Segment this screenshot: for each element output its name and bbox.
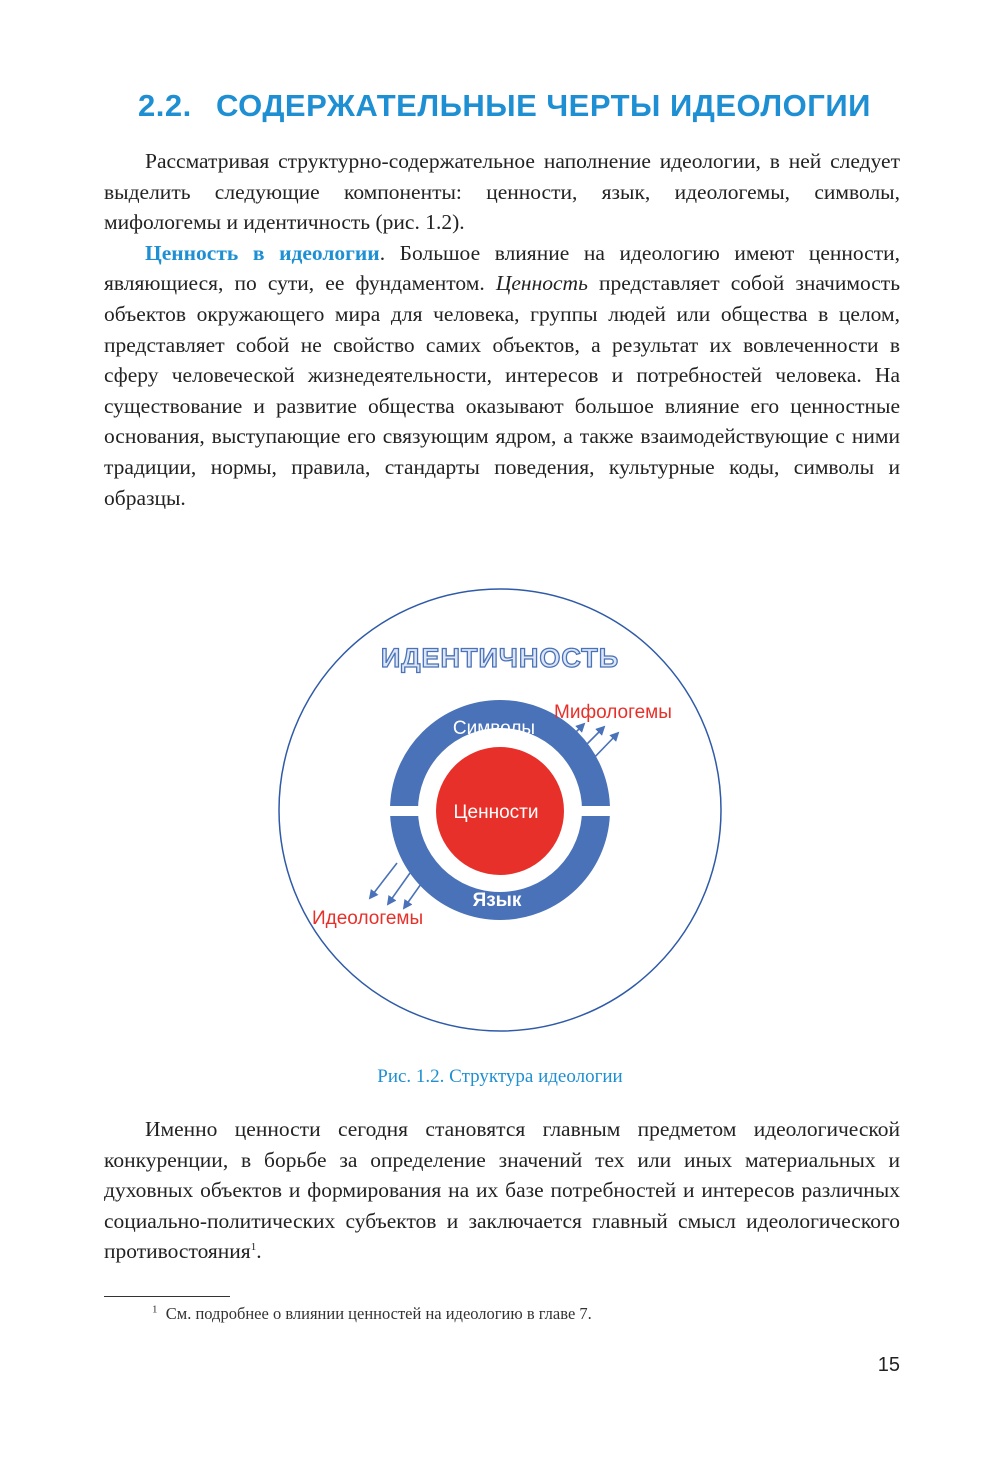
values-label: Ценности [453,802,539,823]
paragraph-components: Рассматривая структурно-содержательное наполнение идеологии, в ней следует выделить следующие компоненты: ценности, язык, идеологемы, символы, мифологемы и идентичность (рис. 1.2). [104,149,900,235]
section-title: СОДЕРЖАТЕЛЬНЫЕ ЧЕРТЫ ИДЕОЛОГИИ [216,88,871,123]
paragraph-value-text-2: представляет собой значимость объектов окружающего мира для человека, группы людей или общества в целом, представляет собой не свойство самих объектов, а результат их вовлеченности в сферу человеческой жизнедеятельности, интересов и потребностей человека. На существование и развитие общества оказывают большое влияние его ценностные основания, выступающие его связующим ядром, а также взаимодействующие с ними традиции, нормы, правила, стандарты поведения, культурные коды, символы и образцы. [104,271,900,510]
footnote-reference[interactable]: 1 [250,1241,257,1254]
term-value-in-ideology: Ценность в идеологии [145,240,380,265]
paragraph-competition [104,1114,900,1267]
section-number: 2.2. [138,88,192,123]
page-number: 15 [877,1354,900,1376]
footnote-mark: 1 [152,1303,158,1316]
symbols-label: Символы [452,718,536,739]
myths-label: Мифологемы [554,702,672,723]
figure-caption: Рис. 1.2. Структура идеологии [377,1066,623,1087]
paragraph-value-italic: Ценность [495,271,588,296]
footnote-divider [104,1296,230,1297]
paragraph-competition-text: Именно ценности сегодня становятся главным предметом идеологической конкуренции, в борьбе за определение значений тех или иных материальных и духовных объектов и формирования на их базе потребностей и интересов различных социально-политических субъектов и заключается главный смысл идеологического противостояния [104,1117,900,1264]
body-text-bottom [104,1114,900,1267]
footnote [152,1304,592,1324]
identity-label: ИДЕНТИЧНОСТЬ [380,643,620,673]
footnote-text: См. подробнее о влиянии ценностей на идеологию в главе 7. [165,1304,592,1323]
language-label: Язык [472,890,522,911]
ideologemes-label: Идеологемы [312,908,424,929]
paragraph-competition-end: . [256,1239,262,1264]
paragraph-value-text-1: . Большое влияние на идеологию имеют ценности, являющиеся, по сути, ее фундаментом. [104,240,900,296]
